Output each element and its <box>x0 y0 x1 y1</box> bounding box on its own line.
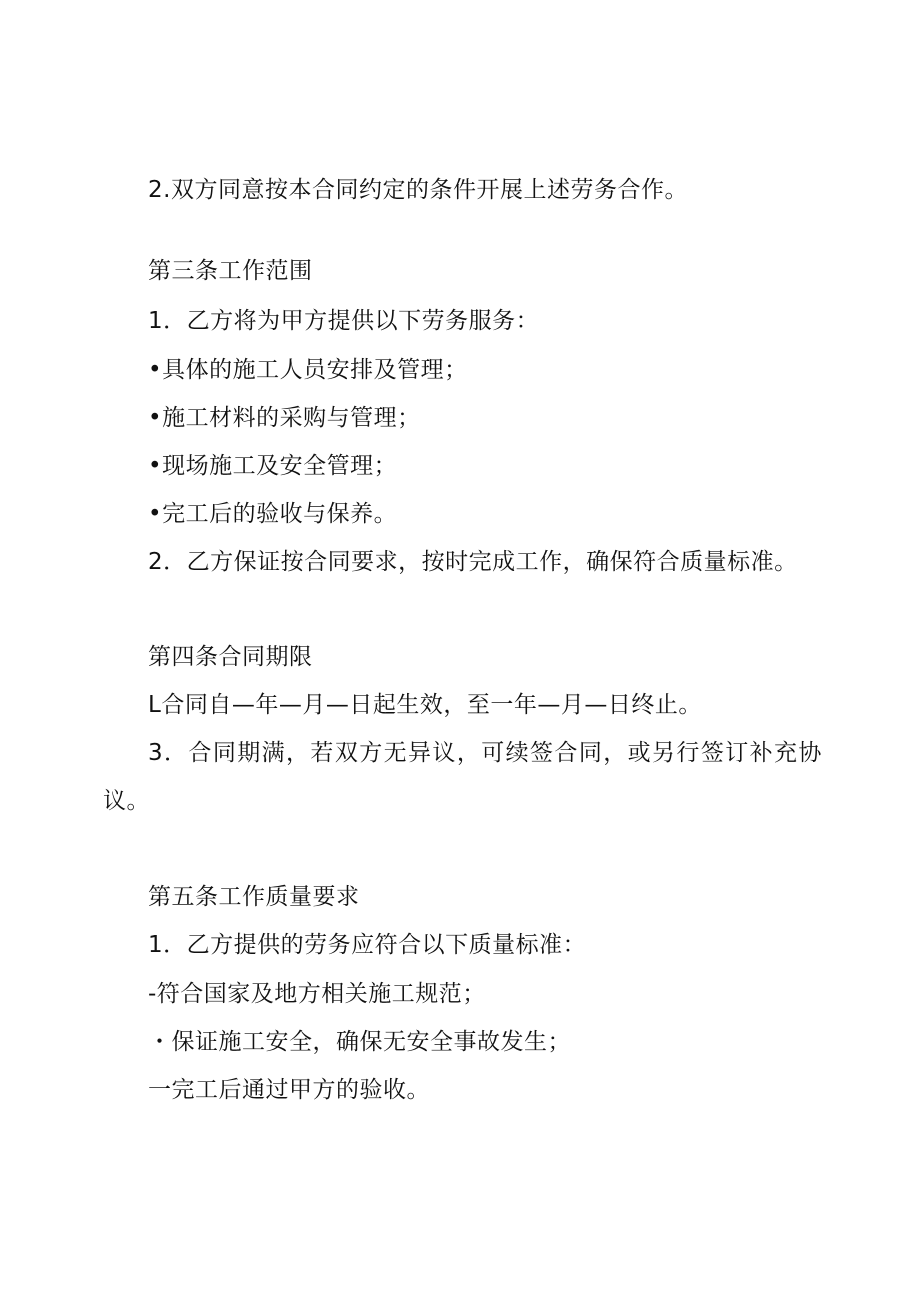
article-3-bullet-3: •现场施工及安全管理； <box>148 453 398 479</box>
article-5-standard-3: 一完工后通过甲方的验收。 <box>148 1077 430 1103</box>
heading-article-4: 第四条合同期限 <box>148 644 313 670</box>
article-3-bullet-1: •具体的施工人员安排及管理； <box>148 357 468 383</box>
heading-article-3: 第三条工作范围 <box>148 258 313 284</box>
article-5-standard-1: -符合国家及地方相关施工规范； <box>148 981 486 1007</box>
heading-article-5: 第五条工作质量要求 <box>148 884 360 910</box>
article-3-bullet-4: •完工后的验收与保养。 <box>148 501 398 527</box>
clause-2-cooperation: 2.双方同意按本合同约定的条件开展上述劳务合作。 <box>148 177 688 203</box>
article-5-item-1: 1．乙方提供的劳务应符合以下质量标准： <box>148 932 587 958</box>
article-5-standard-2: ・保证施工安全，确保无安全事故发生； <box>148 1029 571 1055</box>
article-3-bullet-2: •施工材料的采购与管理； <box>148 405 421 431</box>
article-4-item-1: L合同自—年—月—日起生效，至一年—月—日终止。 <box>148 692 702 718</box>
article-3-item-2: 2．乙方保证按合同要求，按时完成工作，确保符合质量标准。 <box>148 549 798 575</box>
article-4-item-3: 3．合同期满，若双方无异议，可续签合同，或另行签订补充协 <box>148 740 823 766</box>
article-3-item-1: 1．乙方将为甲方提供以下劳务服务： <box>148 308 540 334</box>
article-4-item-3-continued: 议。 <box>103 788 150 814</box>
